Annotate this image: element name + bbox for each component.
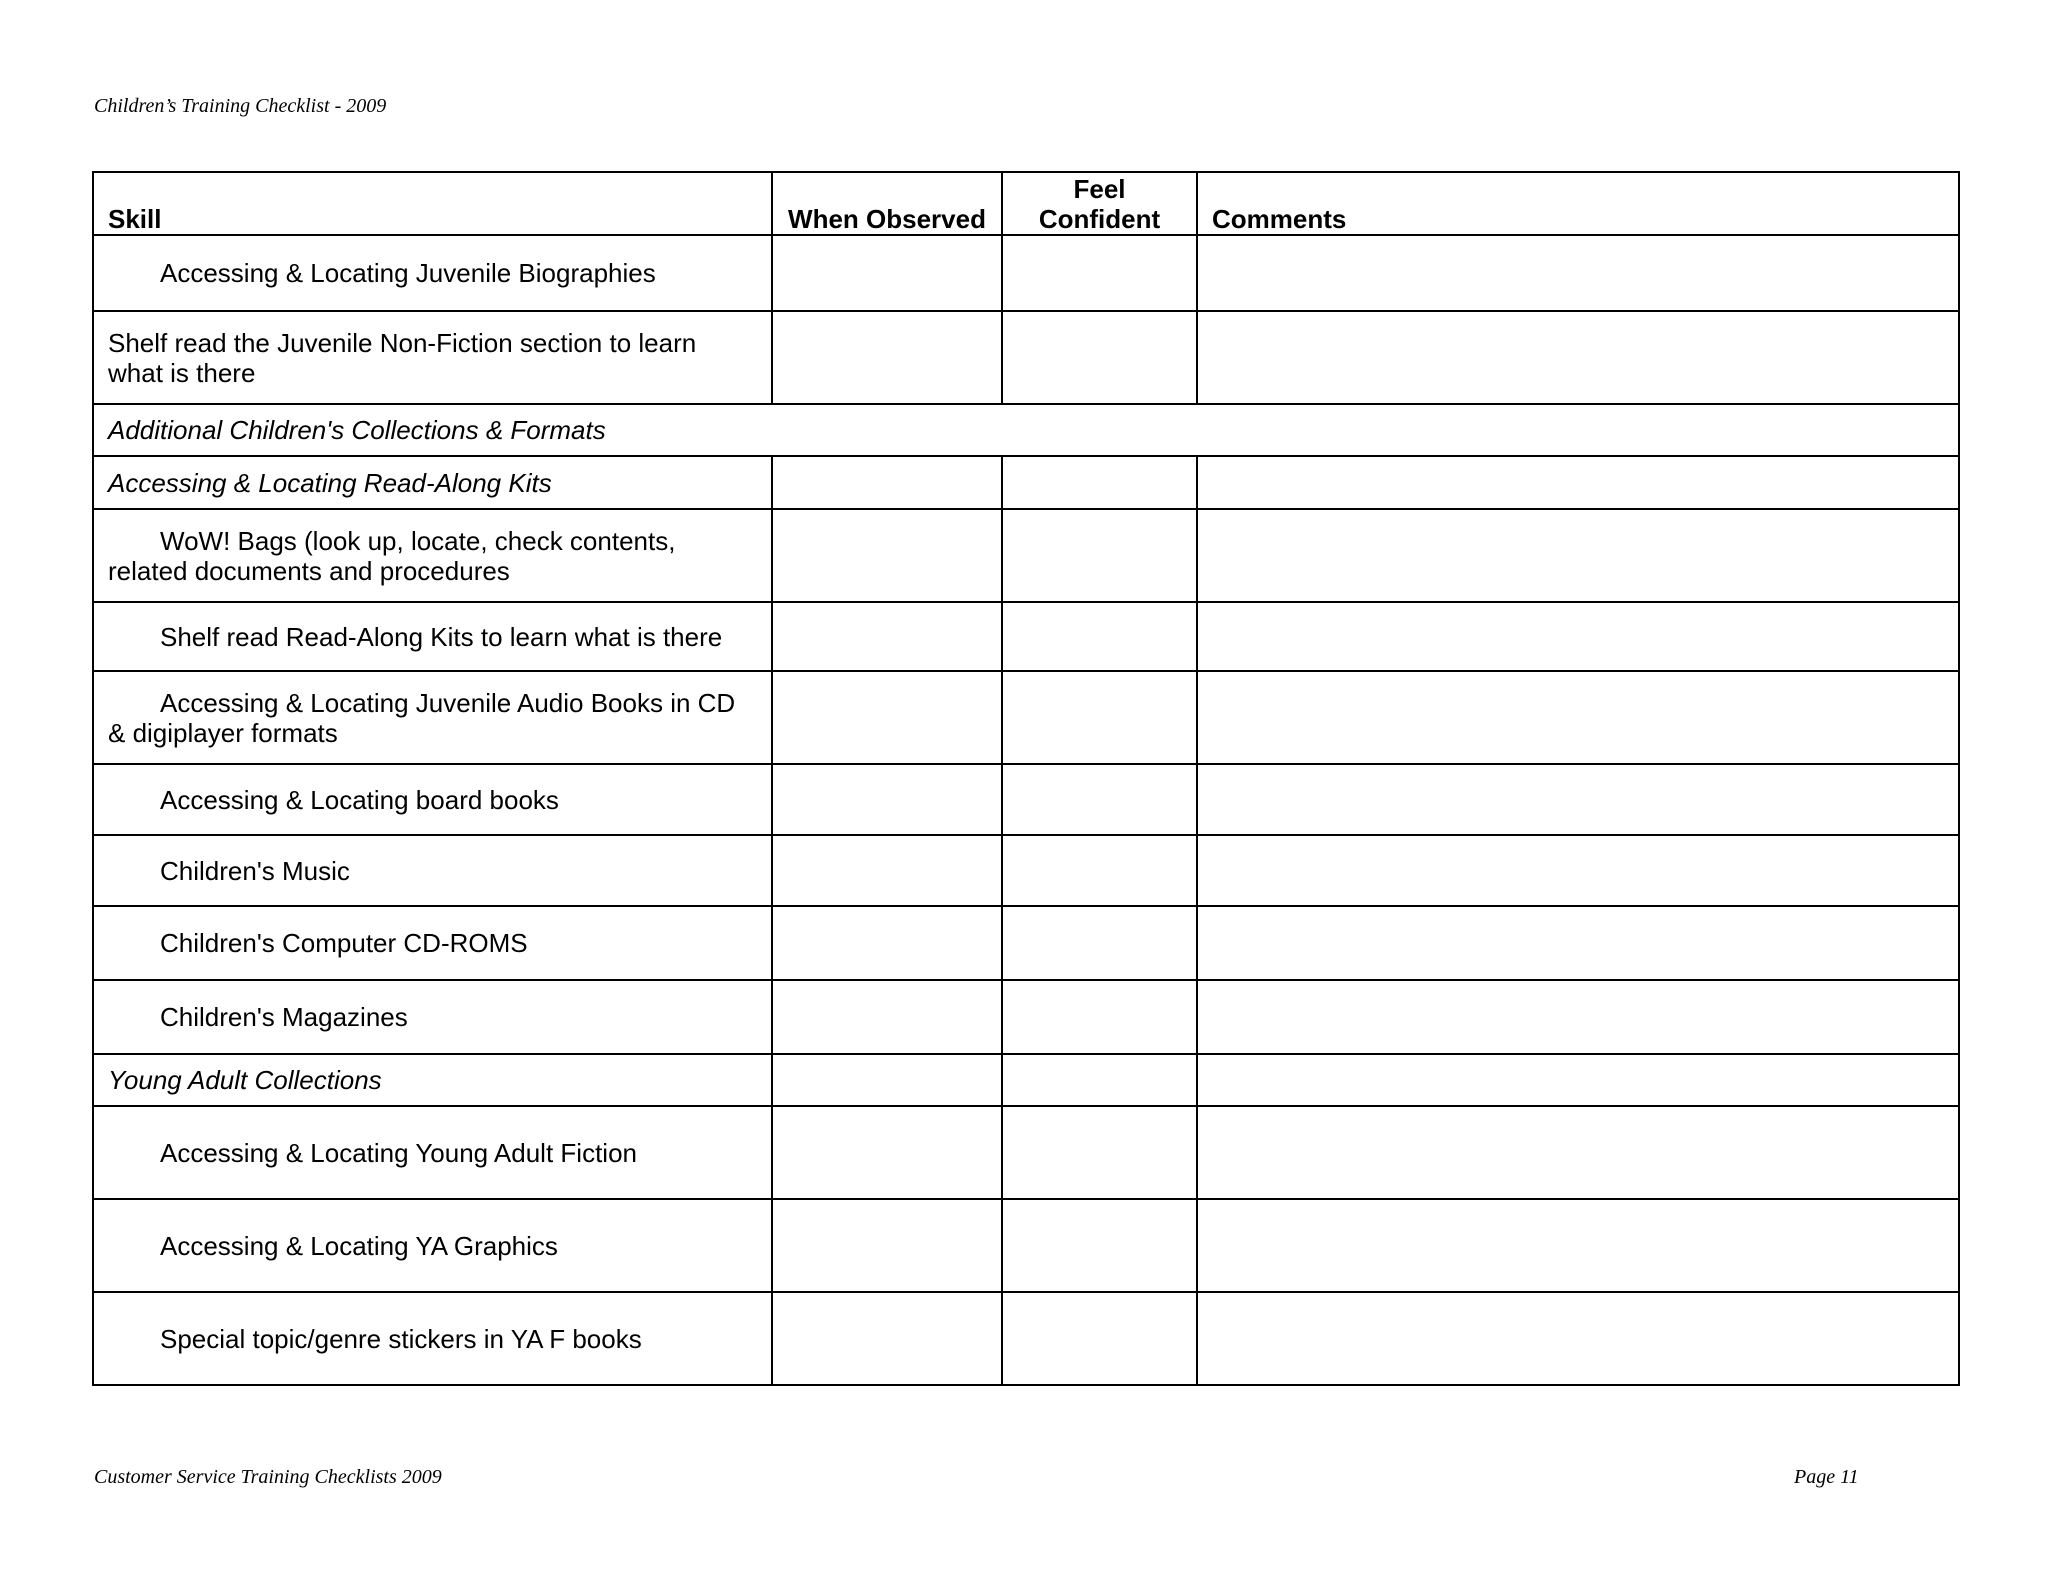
table-row xyxy=(93,980,1959,1054)
table-row xyxy=(93,1199,1959,1292)
skill-cell: Accessing & Locating Juvenile Biographies xyxy=(93,235,772,311)
comments-cell[interactable] xyxy=(1197,456,1959,509)
table-row xyxy=(93,906,1959,980)
comments-cell[interactable] xyxy=(1197,1106,1959,1199)
table-row xyxy=(93,1054,1959,1106)
feel-confident-cell[interactable] xyxy=(1002,980,1197,1054)
table-row xyxy=(93,456,1959,509)
page-number: Page 11 xyxy=(1794,1466,1859,1488)
skill-cell: Shelf read the Juvenile Non-Fiction section to learn what is there xyxy=(93,311,772,404)
feel-confident-cell[interactable] xyxy=(1002,671,1197,764)
when-observed-cell[interactable] xyxy=(772,456,1002,509)
table-row xyxy=(93,671,1959,764)
feel-confident-cell[interactable] xyxy=(1002,311,1197,404)
skill-cell: Children's Computer CD-ROMS xyxy=(93,906,772,980)
comments-cell[interactable] xyxy=(1197,235,1959,311)
when-observed-cell[interactable] xyxy=(772,311,1002,404)
when-observed-cell[interactable] xyxy=(772,764,1002,835)
table-row xyxy=(93,235,1959,311)
feel-confident-cell[interactable] xyxy=(1002,509,1197,602)
table-header-row xyxy=(93,172,1959,235)
skill-cell: Young Adult Collections xyxy=(93,1054,772,1106)
column-header-comments: Comments xyxy=(1197,172,1959,235)
training-checklist-table xyxy=(92,171,1960,1386)
skill-cell: Accessing & Locating Young Adult Fiction xyxy=(93,1106,772,1199)
comments-cell[interactable] xyxy=(1197,906,1959,980)
skill-cell: Special topic/genre stickers in YA F books xyxy=(93,1292,772,1385)
column-header-feel-confident xyxy=(1002,172,1197,235)
feel-confident-cell[interactable] xyxy=(1002,235,1197,311)
column-header-feel-line2: Confident xyxy=(1038,204,1161,234)
comments-cell[interactable] xyxy=(1197,980,1959,1054)
column-header-feel-line1: Feel xyxy=(1073,174,1126,204)
comments-cell[interactable] xyxy=(1197,764,1959,835)
document-footer-title: Customer Service Training Checklists 2009 xyxy=(94,1466,442,1488)
skill-cell: Children's Magazines xyxy=(93,980,772,1054)
section-header-row xyxy=(93,404,1959,456)
feel-confident-cell[interactable] xyxy=(1002,764,1197,835)
skill-cell: Children's Music xyxy=(93,835,772,906)
table-row xyxy=(93,602,1959,671)
feel-confident-cell[interactable] xyxy=(1002,1054,1197,1106)
when-observed-cell[interactable] xyxy=(772,1054,1002,1106)
feel-confident-cell[interactable] xyxy=(1002,602,1197,671)
comments-cell[interactable] xyxy=(1197,509,1959,602)
when-observed-cell[interactable] xyxy=(772,980,1002,1054)
comments-cell[interactable] xyxy=(1197,835,1959,906)
column-header-when-observed: When Observed xyxy=(772,172,1002,235)
column-header-skill: Skill xyxy=(93,172,772,235)
skill-cell: Accessing & Locating Read-Along Kits xyxy=(93,456,772,509)
table-row xyxy=(93,1106,1959,1199)
feel-confident-cell[interactable] xyxy=(1002,1106,1197,1199)
when-observed-cell[interactable] xyxy=(772,671,1002,764)
skill-cell: Accessing & Locating YA Graphics xyxy=(93,1199,772,1292)
when-observed-cell[interactable] xyxy=(772,1199,1002,1292)
table-row xyxy=(93,764,1959,835)
feel-confident-cell[interactable] xyxy=(1002,1199,1197,1292)
when-observed-cell[interactable] xyxy=(772,509,1002,602)
feel-confident-cell[interactable] xyxy=(1002,1292,1197,1385)
when-observed-cell[interactable] xyxy=(772,235,1002,311)
section-title: Additional Children's Collections & Formats xyxy=(93,404,1959,456)
when-observed-cell[interactable] xyxy=(772,1106,1002,1199)
skill-cell: Accessing & Locating Juvenile Audio Books in CD & digiplayer formats xyxy=(93,671,772,764)
skill-cell: WoW! Bags (look up, locate, check contents, related documents and procedures xyxy=(93,509,772,602)
document-header: Children’s Training Checklist - 2009 xyxy=(94,95,387,117)
table-row xyxy=(93,509,1959,602)
comments-cell[interactable] xyxy=(1197,311,1959,404)
feel-confident-cell[interactable] xyxy=(1002,835,1197,906)
table-row xyxy=(93,835,1959,906)
table-row xyxy=(93,1292,1959,1385)
comments-cell[interactable] xyxy=(1197,602,1959,671)
feel-confident-cell[interactable] xyxy=(1002,456,1197,509)
when-observed-cell[interactable] xyxy=(772,835,1002,906)
when-observed-cell[interactable] xyxy=(772,906,1002,980)
comments-cell[interactable] xyxy=(1197,1054,1959,1106)
when-observed-cell[interactable] xyxy=(772,602,1002,671)
comments-cell[interactable] xyxy=(1197,1292,1959,1385)
comments-cell[interactable] xyxy=(1197,1199,1959,1292)
skill-cell: Accessing & Locating board books xyxy=(93,764,772,835)
comments-cell[interactable] xyxy=(1197,671,1959,764)
table-row xyxy=(93,311,1959,404)
feel-confident-cell[interactable] xyxy=(1002,906,1197,980)
when-observed-cell[interactable] xyxy=(772,1292,1002,1385)
skill-cell: Shelf read Read-Along Kits to learn what is there xyxy=(93,602,772,671)
